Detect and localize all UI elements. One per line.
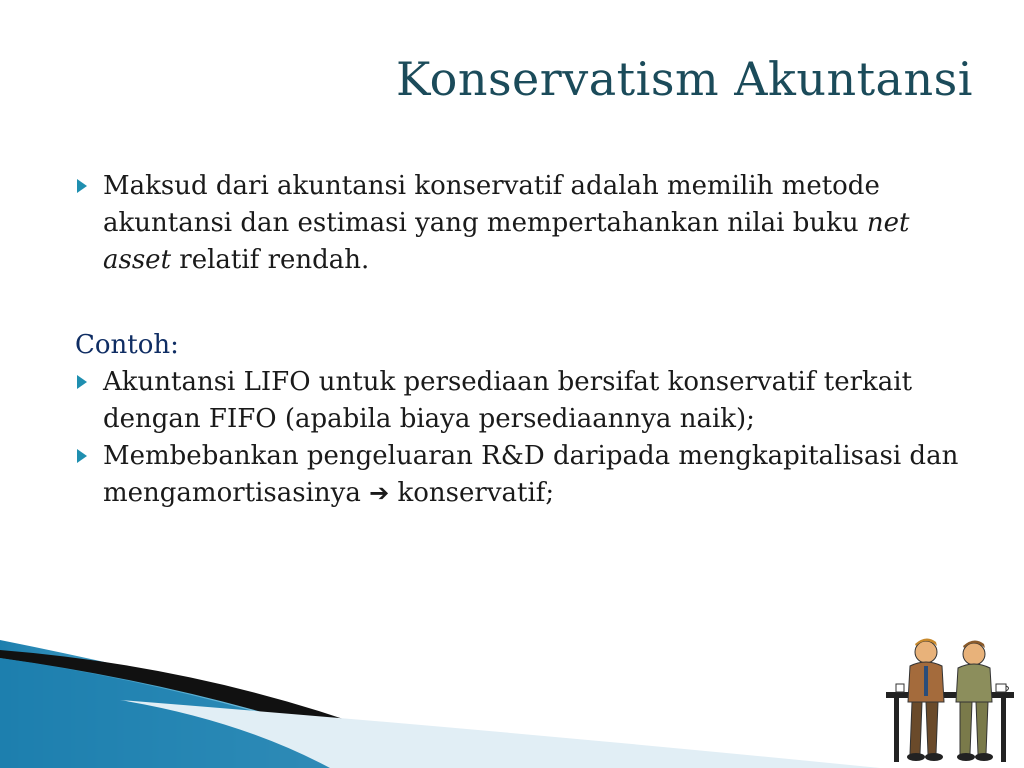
bullet-triangle-icon <box>77 375 87 389</box>
rnd-tail: konservatif; <box>389 478 555 508</box>
slide-body <box>75 168 975 512</box>
bullet-triangle-icon <box>77 449 87 463</box>
example-label: Contoh: <box>75 330 179 360</box>
bullet-item-definition <box>75 168 975 279</box>
arrow-right-icon: ➔ <box>369 479 390 507</box>
bullet-triangle-icon <box>77 179 87 193</box>
bullet-item-lifo <box>75 364 975 438</box>
slide-title: Konservatism Akuntansi <box>396 52 973 106</box>
decorative-swoosh <box>0 640 1024 768</box>
bullet-item-rnd <box>75 438 975 512</box>
two-people-at-table-clipart <box>880 636 1020 764</box>
definition-italic-term: net asset <box>103 208 910 275</box>
rnd-text: Membebankan pengeluaran R&D daripada mengkapitalisasi dan mengamortisasinya <box>103 441 959 508</box>
lifo-text: Akuntansi LIFO untuk persediaan bersifat konservatif terkait dengan FIFO (apabila biaya persediaannya naik); <box>103 367 913 434</box>
definition-tail: relatif rendah. <box>171 245 370 275</box>
definition-text: Maksud dari akuntansi konservatif adalah memilih metode akuntansi dan estimasi yang mempertahankan nilai buku <box>103 171 880 238</box>
